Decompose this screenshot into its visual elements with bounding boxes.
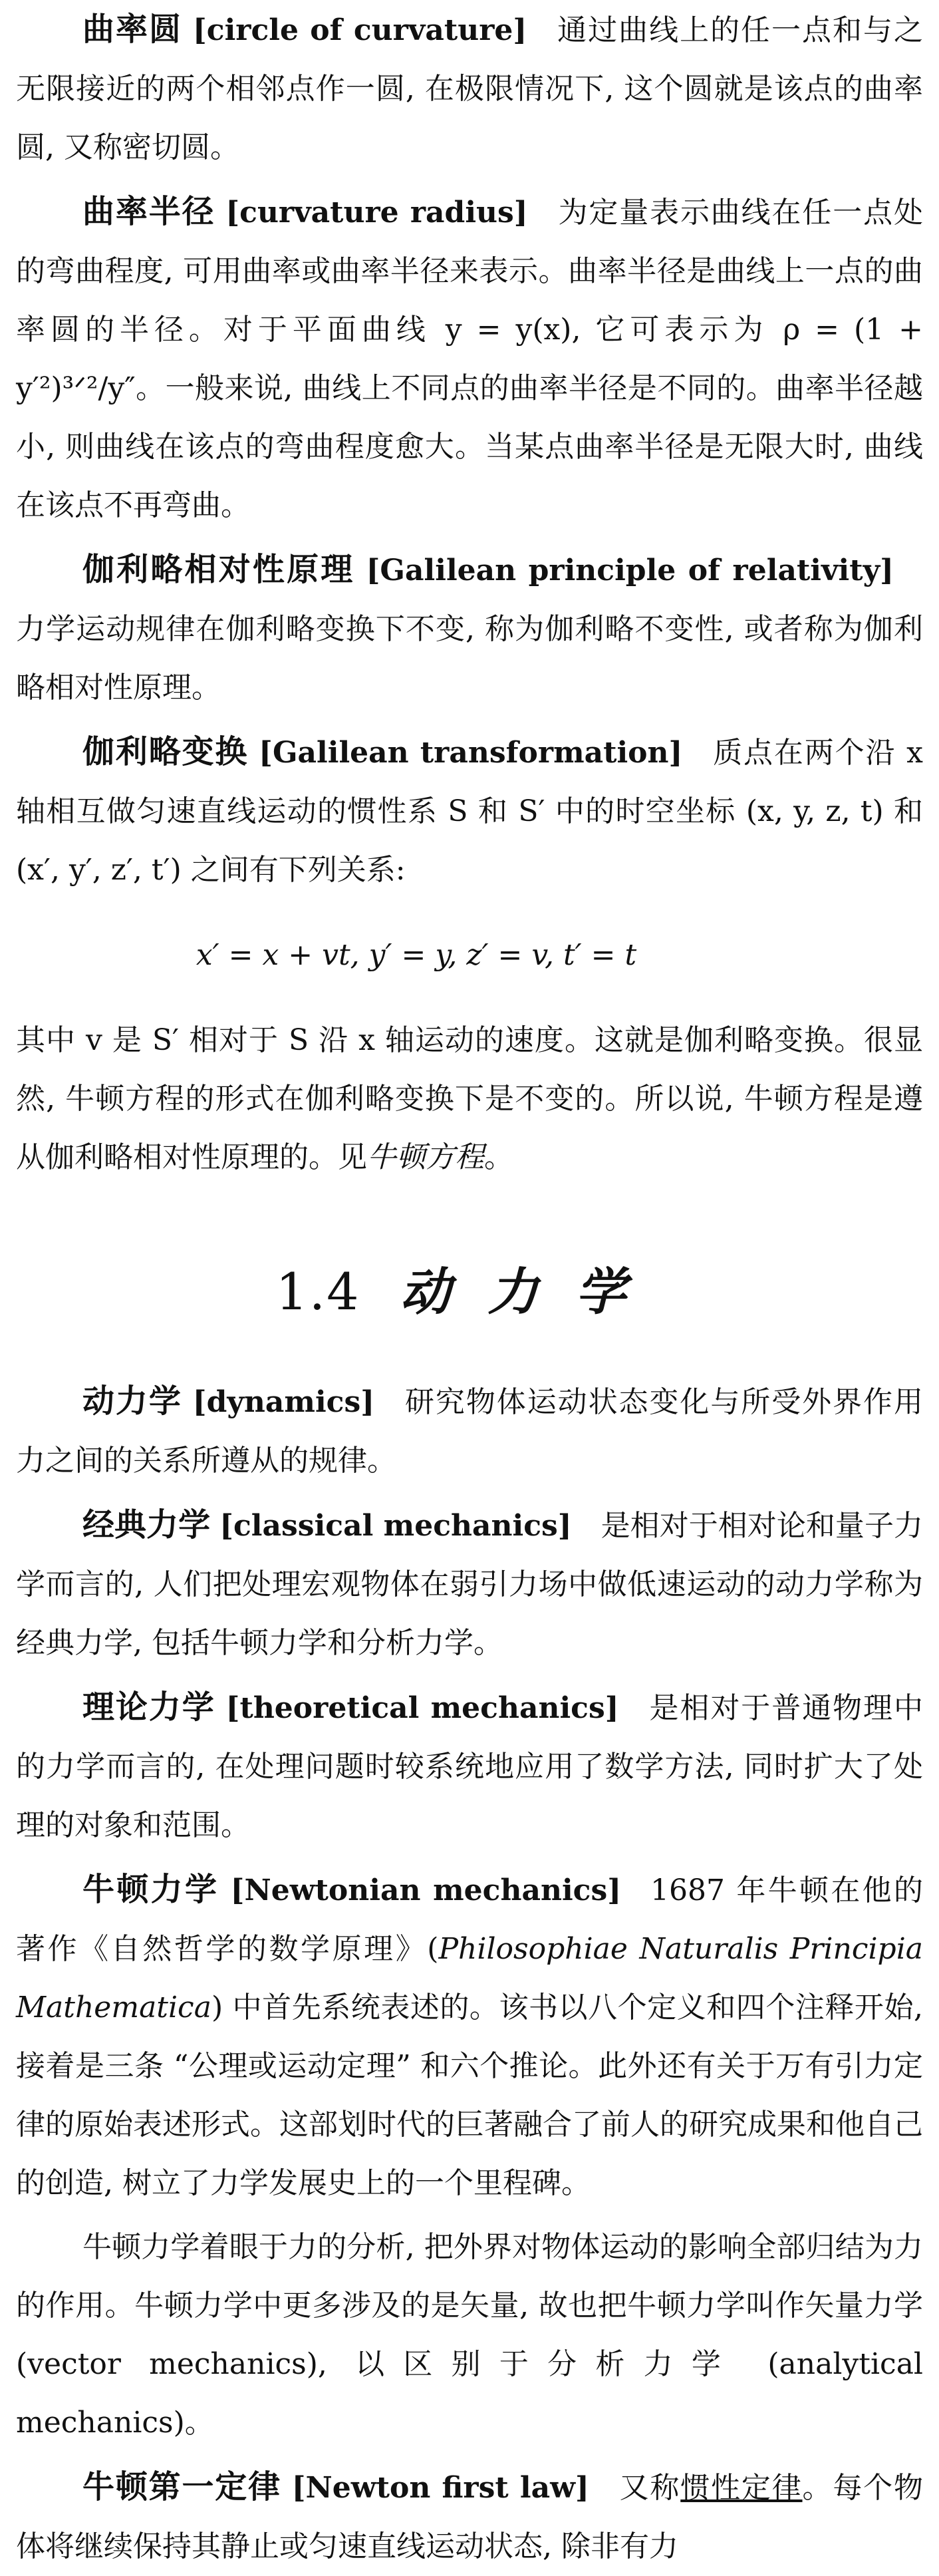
entry-text: 质点在两个沿 x 轴相互做匀速直线运动的惯性系 S 和 S′ 中的时空坐标 (x, y, z, t) 和 (x′, y′, z′, t′) 之间有下列关系: — [16, 736, 923, 887]
term-chinese: 曲率半径 — [82, 193, 215, 230]
galilean-explanation — [16, 1011, 923, 1187]
term-chinese: 动力学 — [82, 1382, 182, 1420]
term-chinese: 伽利略相对性原理 — [82, 551, 355, 588]
entry-text-before: 又称 — [618, 2471, 681, 2505]
term-english: [Galilean principle of relativity] — [366, 554, 894, 587]
entry-text-after: 。每个物体将继续保持其静止或匀速直线运动状态, 除非有力 — [16, 2471, 923, 2563]
entry-theoretical-mechanics — [16, 1678, 923, 1855]
entry-text: 是相对于普通物理中的力学而言的, 在处理问题时较系统地应用了数学方法, 同时扩大了处理的对象和范围。 — [16, 1691, 923, 1842]
term-chinese: 理论力学 — [82, 1689, 215, 1726]
term-english: [Galilean transformation] — [259, 736, 683, 770]
term-chinese: 经典力学 — [82, 1506, 211, 1543]
entry-text-after: ) 中首先系统表述的。该书以八个定义和四个注释开始, 接着是三条 “公理或运动定理” 和六个推论。此外还有关于万有引力定律的原始表述形式。这部划时代的巨著融合了前人的研究成果和他自己的创造, 树立了力学发展史上的一个里程碑。 — [16, 1991, 923, 2200]
section-heading — [16, 1259, 923, 1325]
entry-text-before: 1687 年牛顿在他的著作《自然哲学的数学原理》( — [16, 1873, 924, 1966]
entry-curvature-radius — [16, 182, 923, 535]
entry-dynamics — [16, 1372, 923, 1490]
term-chinese: 牛顿第一定律 — [82, 2468, 281, 2505]
entry-galilean-transformation — [16, 723, 923, 899]
underlined-term: 惯性定律 — [680, 2471, 803, 2505]
term-english: [Newton first law] — [291, 2471, 589, 2505]
term-english: [theoretical mechanics] — [225, 1691, 619, 1725]
term-chinese: 牛顿力学 — [82, 1871, 219, 1908]
term-english: [classical mechanics] — [219, 1509, 572, 1543]
newtonian-paragraph-2: 牛顿力学着眼于力的分析, 把外界对物体运动的影响全部归结为力的作用。牛顿力学中更多涉及的是矢量, 故也把牛顿力学叫作矢量力学 (vector mechanics), 以区别于分析力学 (analytical mechanics)。 — [16, 2230, 923, 2440]
explanation-end: 。 — [484, 1140, 513, 1174]
term-english: [Newtonian mechanics] — [230, 1873, 622, 1907]
latin-title: Philosophiae Naturalis Principia Mathematica — [16, 1932, 923, 2024]
section-number: 1.4 — [275, 1262, 360, 1321]
explanation-text: 其中 v 是 S′ 相对于 S 沿 x 轴运动的速度。这就是伽利略变换。很显然, 牛顿方程的形式在伽利略变换下是不变的。所以说, 牛顿方程是遵从伽利略相对性原理的。见 — [16, 1023, 923, 1174]
term-english: [dynamics] — [192, 1385, 375, 1419]
term-english: [curvature radius] — [225, 196, 528, 230]
term-chinese: 曲率圆 — [82, 11, 182, 48]
entry-circle-of-curvature — [16, 0, 923, 177]
entry-galilean-principle — [16, 540, 923, 717]
entry-newtonian-mechanics — [16, 1860, 923, 2213]
galilean-transformation-equation: x′ = x + vt, y′ = y, z′ = v, t′ = t — [196, 938, 637, 972]
cross-reference-link: 牛顿方程 — [367, 1140, 484, 1174]
entry-newton-first-law — [16, 2458, 923, 2576]
entry-text: 力学运动规律在伽利略变换下不变, 称为伽利略不变性, 或者称为伽利略相对性原理。 — [16, 612, 923, 705]
entry-text: 是相对于相对论和量子力学而言的, 人们把处理宏观物体在弱引力场中做低速运动的动力学称为经典力学, 包括牛顿力学和分析力学。 — [16, 1509, 923, 1660]
term-chinese: 伽利略变换 — [82, 733, 249, 770]
section-title: 动力学 — [400, 1262, 664, 1321]
entry-classical-mechanics — [16, 1496, 923, 1673]
entry-text: 通过曲线上的任一点和与之无限接近的两个相邻点作一圆, 在极限情况下, 这个圆就是该点的曲率圆, 又称密切圆。 — [16, 13, 923, 164]
entry-text: 为定量表示曲线在任一点处的弯曲程度, 可用曲率或曲率半径来表示。曲率半径是曲线上一点的曲率圆的半径。对于平面曲线 y = y(x), 它可表示为 ρ = (1 + y′²)³ᐟ²/y″。一般来说, 曲线上不同点的曲率半径是不同的。曲率半径越小, 则曲线在该点的弯曲程度愈大。当某点曲率半径是无限大时, 曲线在该点不再弯曲。 — [16, 196, 923, 522]
entry-text: 研究物体运动状态变化与所受外界作用力之间的关系所遵从的规律。 — [16, 1385, 923, 1478]
term-english: [circle of curvature] — [192, 13, 527, 47]
